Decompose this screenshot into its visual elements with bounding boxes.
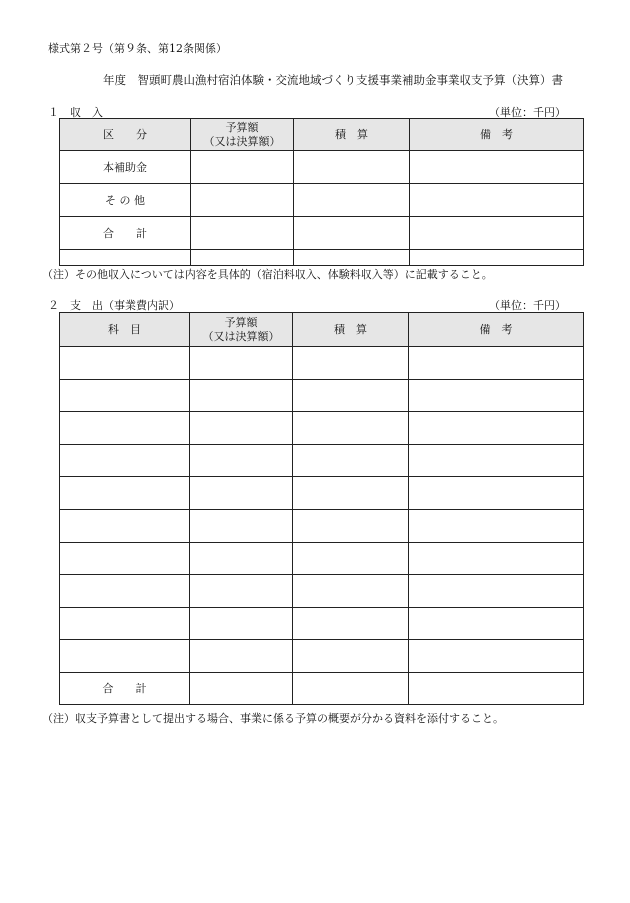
income-cell-budget[interactable] <box>191 184 294 217</box>
expense-cell-remarks[interactable] <box>409 412 584 445</box>
expense-cell-category[interactable] <box>60 347 190 380</box>
expense-cell-calculation[interactable] <box>293 347 409 380</box>
income-header-budget-line1: 予算額 <box>225 120 259 134</box>
expense-cell-remarks[interactable] <box>409 640 584 673</box>
expense-header-remarks: 備 考 <box>409 313 584 347</box>
expense-table <box>59 312 584 705</box>
income-cell-remarks[interactable] <box>410 250 584 266</box>
expense-row <box>60 542 584 575</box>
income-table <box>59 118 584 266</box>
income-cell-category: 本補助金 <box>60 151 191 184</box>
expense-cell-remarks[interactable] <box>409 509 584 542</box>
expense-cell-category[interactable] <box>60 640 190 673</box>
income-cell-budget[interactable] <box>191 250 294 266</box>
expense-header-budget-line1: 予算額 <box>224 315 258 329</box>
expense-cell-category[interactable] <box>60 477 190 510</box>
expense-cell-budget[interactable] <box>190 509 293 542</box>
expense-cell-budget[interactable] <box>190 575 293 608</box>
income-cell-calculation[interactable] <box>294 184 410 217</box>
income-cell-remarks[interactable] <box>410 217 584 250</box>
expense-row-total <box>60 672 584 704</box>
expense-row <box>60 607 584 640</box>
expense-cell-category[interactable] <box>60 607 190 640</box>
expense-note: （注）収支予算書として提出する場合、事業に係る予算の概要が分かる資料を添付すること。 <box>42 712 504 725</box>
income-header-budget-line2: （又は決算額） <box>203 134 281 148</box>
income-header-budget <box>191 119 294 151</box>
expense-header-budget <box>190 313 293 347</box>
income-cell-budget[interactable] <box>191 151 294 184</box>
document-title: 年度 智頭町農山漁村宿泊体験・交流地域づくり支援事業補助金事業収支予算（決算）書 <box>103 73 563 87</box>
income-cell-budget[interactable] <box>191 217 294 250</box>
expense-cell-remarks[interactable] <box>409 672 584 704</box>
income-cell-remarks[interactable] <box>410 184 584 217</box>
expense-cell-calculation[interactable] <box>293 412 409 445</box>
income-cell-category: 合 計 <box>60 217 191 250</box>
expense-row <box>60 575 584 608</box>
expense-cell-calculation[interactable] <box>293 607 409 640</box>
expense-row <box>60 412 584 445</box>
expense-header-budget-line2: （又は決算額） <box>202 329 280 343</box>
expense-cell-category[interactable] <box>60 379 190 412</box>
income-cell-calculation[interactable] <box>294 217 410 250</box>
expense-row <box>60 347 584 380</box>
expense-header-category: 科 目 <box>60 313 190 347</box>
expense-row <box>60 444 584 477</box>
expense-cell-budget[interactable] <box>190 412 293 445</box>
expense-cell-budget[interactable] <box>190 542 293 575</box>
expense-cell-category[interactable] <box>60 575 190 608</box>
expense-cell-calculation[interactable] <box>293 444 409 477</box>
income-cell-category: そ の 他 <box>60 184 191 217</box>
expense-cell-budget[interactable] <box>190 379 293 412</box>
form-number: 様式第２号（第９条、第12条関係） <box>48 42 227 55</box>
expense-cell-remarks[interactable] <box>409 444 584 477</box>
income-row-other <box>60 184 584 217</box>
expense-header-calculation: 積 算 <box>293 313 409 347</box>
expense-row <box>60 640 584 673</box>
expense-cell-category[interactable] <box>60 412 190 445</box>
expense-cell-remarks[interactable] <box>409 607 584 640</box>
income-cell-calculation[interactable] <box>294 151 410 184</box>
income-header-calculation: 積 算 <box>294 119 410 151</box>
income-cell-remarks[interactable] <box>410 151 584 184</box>
expense-cell-budget[interactable] <box>190 607 293 640</box>
expense-cell-category[interactable] <box>60 509 190 542</box>
income-header-remarks: 備 考 <box>410 119 584 151</box>
expense-cell-calculation[interactable] <box>293 640 409 673</box>
expense-cell-budget[interactable] <box>190 672 293 704</box>
expense-cell-calculation[interactable] <box>293 477 409 510</box>
expense-cell-remarks[interactable] <box>409 542 584 575</box>
expense-section-title: ２ 支 出（事業費内訳） <box>48 299 180 312</box>
income-row-total <box>60 217 584 250</box>
expense-cell-remarks[interactable] <box>409 575 584 608</box>
expense-cell-remarks[interactable] <box>409 477 584 510</box>
expense-cell-budget[interactable] <box>190 444 293 477</box>
income-section-title: １ 収 入 <box>48 106 103 119</box>
expense-header-row <box>60 313 584 347</box>
expense-cell-remarks[interactable] <box>409 347 584 380</box>
expense-cell-budget[interactable] <box>190 347 293 380</box>
income-row-subsidy <box>60 151 584 184</box>
income-unit-label: （単位：千円） <box>489 106 566 119</box>
expense-cell-category[interactable] <box>60 542 190 575</box>
expense-cell-calculation[interactable] <box>293 509 409 542</box>
expense-row <box>60 509 584 542</box>
expense-cell-calculation[interactable] <box>293 575 409 608</box>
income-header-category: 区 分 <box>60 119 191 151</box>
income-header-row <box>60 119 584 151</box>
income-row-blank <box>60 250 584 266</box>
expense-cell-budget[interactable] <box>190 640 293 673</box>
income-note: （注）その他収入については内容を具体的（宿泊料収入、体験料収入等）に記載すること。 <box>42 268 493 281</box>
expense-cell-calculation[interactable] <box>293 379 409 412</box>
expense-row <box>60 477 584 510</box>
expense-cell-remarks[interactable] <box>409 379 584 412</box>
expense-cell-category: 合 計 <box>60 672 190 704</box>
income-cell-calculation[interactable] <box>294 250 410 266</box>
income-cell-category <box>60 250 191 266</box>
expense-cell-calculation[interactable] <box>293 672 409 704</box>
expense-cell-category[interactable] <box>60 444 190 477</box>
expense-cell-calculation[interactable] <box>293 542 409 575</box>
expense-unit-label: （単位：千円） <box>489 299 566 312</box>
expense-cell-budget[interactable] <box>190 477 293 510</box>
expense-row <box>60 379 584 412</box>
